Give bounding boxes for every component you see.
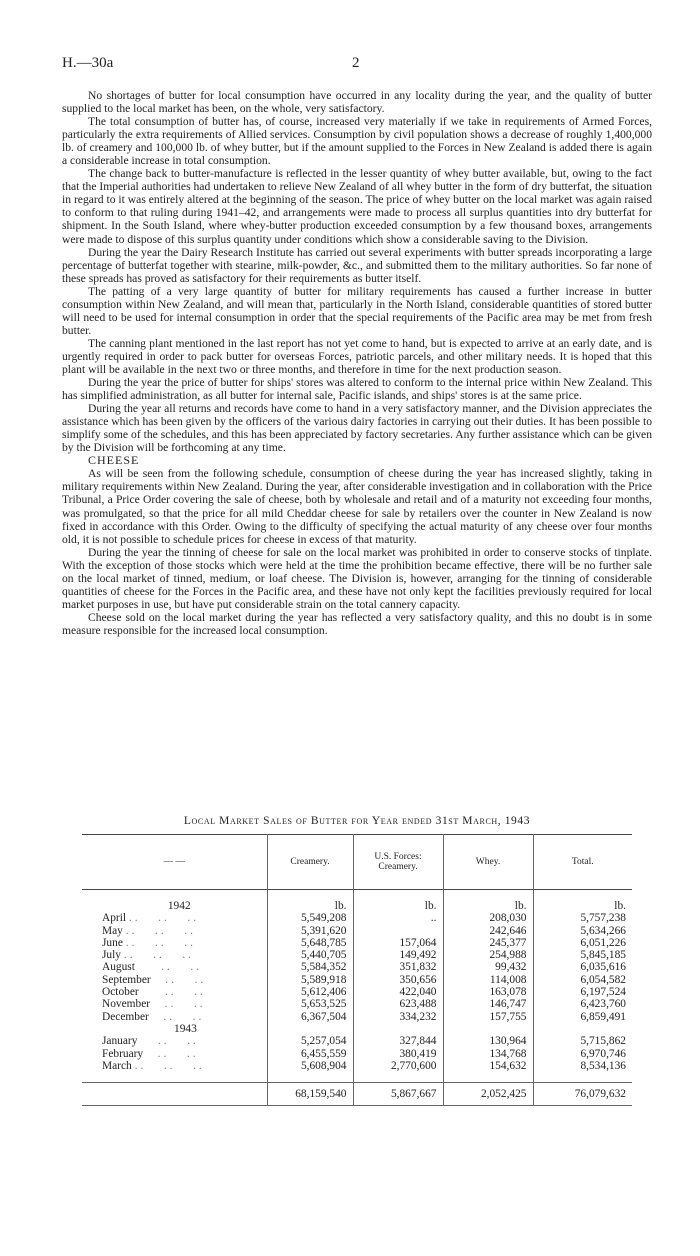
month-label: January [102, 1035, 138, 1048]
totals-row [82, 1083, 632, 1106]
month-label: August [102, 961, 135, 974]
cell-whey: 157,755 [443, 1011, 533, 1023]
cell-creamery: 5,648,785 [267, 937, 353, 949]
paragraph: No shortages of butter for local consumption have occurred in any locality during the year, and the quality of butter supplied to the local market has been, on the whole, very satisfactory. [62, 89, 652, 116]
paragraph: The total consumption of butter has, of course, increased very materially if we take in requirements of Armed Forces, particularly the extra requirements of Allied services. Consumption by civil population shows a decrease of roughly 1,400,000 lb. of creamery and 100,000 lb. of whey butter, but if the amount supplied to the Forces in New Zealand is added there is again a considerable increase in total consumption. [62, 115, 652, 168]
cell-us-forces: 422,040 [353, 986, 443, 998]
body-text [62, 89, 652, 637]
header-creamery: Creamery. [267, 835, 353, 890]
cell-creamery: 5,257,054 [267, 1035, 353, 1047]
paragraph: The change back to butter-manufacture is reflected in the lesser quantity of whey butter available, but, owing to the fact that the Imperial authorities had undertaken to relieve New Zealand of all whey butter in the form of dry butterfat, the situation in regard to it was entirely altered at the beginning of the season. The price of whey butter on the local market was again raised to conform to that ruling during 1941–42, and arrangements were made to process all surplus quantities into dry butterfat for shipment. In the South Island, where whey-butter production exceeded consumption by a few thousand boxes, arrangements were made to dispose of this surplus quantity under conditions which show a considerable saving to the Division. [62, 167, 652, 246]
total-creamery: 68,159,540 [267, 1083, 353, 1106]
table-row: February .. .. 6,455,559 380,419 134,768 6,970,746 [82, 1048, 632, 1060]
cell-total: 5,715,862 [533, 1035, 632, 1047]
cell-total: 5,845,185 [533, 949, 632, 961]
cell-creamery: 5,440,705 [267, 949, 353, 961]
paragraph: Cheese sold on the local market during the year has reflected a very satisfactory quality, and this no doubt is in some measure responsible for the increased local consumption. [62, 610, 652, 637]
cell-whey: 146,747 [443, 998, 533, 1010]
unit-label: lb. [267, 900, 353, 912]
month-label: March [102, 1059, 132, 1072]
table-row: October .. .. 5,612,406 422,040 163,078 6,197,524 [82, 986, 632, 998]
table-row: December .. .. 6,367,504 334,232 157,755 6,859,491 [82, 1011, 632, 1023]
page-header [62, 55, 638, 75]
paragraph: The patting of a very large quantity of butter for military requirements has caused a further increase in butter consumption within New Zealand, and will mean that, particularly in the North Island, considerable quantities of stored butter will need to be used for internal consumption in order that the special requirements of the Pacific area may be met from fresh butter. [62, 284, 652, 337]
year-label: 1942 [167, 900, 191, 912]
table-row: April .. .. .. 5,549,208 .. 208,030 5,757,238 [82, 912, 632, 924]
cell-total: 5,634,266 [533, 925, 632, 937]
table-row: September .. .. 5,589,918 350,656 114,008 6,054,582 [82, 974, 632, 986]
page-number: 2 [352, 55, 360, 71]
butter-sales-table [82, 834, 632, 1106]
cell-us-forces: 327,844 [353, 1035, 443, 1047]
cell-creamery: 5,612,406 [267, 986, 353, 998]
cell-us-forces: 334,232 [353, 1011, 443, 1023]
month-label: September [102, 973, 151, 986]
cell-whey: 99,432 [443, 961, 533, 973]
table-title: Local Market Sales of Butter for Year ended 31st March, 1943 [183, 815, 531, 827]
paragraph: During the year the Dairy Research Institute has carried out several experiments with butter spreads incorporating a large percentage of butterfat together with stearine, milk-powder, &c., and submitted them to the military authorities. So far none of these spreads has proved as satisfactory for their requirements as butter itself. [62, 245, 652, 285]
cell-total: 6,035,616 [533, 961, 632, 973]
header-whey: Whey. [443, 835, 533, 890]
table-row: August .. .. 5,584,352 351,832 99,432 6,035,616 [82, 961, 632, 973]
cell-us-forces: .. [353, 912, 443, 924]
cell-whey: 134,768 [443, 1048, 533, 1060]
table-row: November .. .. 5,653,525 623,488 146,747 6,423,760 [82, 998, 632, 1010]
cell-us-forces: 157,064 [353, 937, 443, 949]
cell-us-forces [353, 925, 443, 937]
month-label: July [102, 949, 121, 962]
cell-creamery: 6,455,559 [267, 1048, 353, 1060]
unit-label: lb. [443, 900, 533, 912]
year-row [82, 1023, 632, 1035]
cell-creamery: 5,653,525 [267, 998, 353, 1010]
header-total: Total. [533, 835, 632, 890]
cell-total: 8,534,136 [533, 1060, 632, 1072]
paragraph: During the year the tinning of cheese for sale on the local market was prohibited in order to conserve stocks of tinplate. With the exception of those stocks which were held at the time the prohibition became effective, there will be no further sale on the local market of tinned, medium, or loaf cheese. The Division is, however, arranging for the tinning of considerable quantities of cheese for the Forces in the Pacific area, and these have not only kept the facilities previously required for local market purposes in use, but have put considerable strain on the total cannery capacity. [62, 545, 652, 611]
table-row: January .. .. 5,257,054 327,844 130,964 5,715,862 [82, 1035, 632, 1047]
cell-whey: 245,377 [443, 937, 533, 949]
month-label: May [102, 924, 123, 937]
cell-creamery: 6,367,504 [267, 1011, 353, 1023]
cell-total: 6,423,760 [533, 998, 632, 1010]
table-row: July .. .. .. 5,440,705 149,492 254,988 5,845,185 [82, 949, 632, 961]
month-label: April [102, 912, 127, 925]
cell-whey: 114,008 [443, 974, 533, 986]
document-reference: H.—30a [62, 55, 114, 71]
section-heading-cheese: CHEESE [88, 453, 140, 468]
cell-whey: 242,646 [443, 925, 533, 937]
cell-total: 6,054,582 [533, 974, 632, 986]
cell-creamery: 5,608,904 [267, 1060, 353, 1072]
unit-label: lb. [353, 900, 443, 912]
cell-creamery: 5,589,918 [267, 974, 353, 986]
cell-total: 6,970,746 [533, 1048, 632, 1060]
units-row [82, 900, 632, 912]
cell-total: 6,051,226 [533, 937, 632, 949]
cell-whey: 208,030 [443, 912, 533, 924]
cell-total: 6,859,491 [533, 1011, 632, 1023]
month-label: February [102, 1047, 144, 1060]
header-blank: — — [163, 857, 185, 867]
table-header-row [82, 835, 632, 890]
month-label: June [102, 936, 123, 949]
table-row: May .. .. .. 5,391,620 242,646 5,634,266 [82, 925, 632, 937]
unit-label: lb. [533, 900, 632, 912]
cell-total: 5,757,238 [533, 912, 632, 924]
cell-us-forces: 350,656 [353, 974, 443, 986]
month-label: November [102, 998, 151, 1011]
month-label: December [102, 1010, 149, 1023]
cell-us-forces: 149,492 [353, 949, 443, 961]
table-row: June .. .. .. 5,648,785 157,064 245,377 6,051,226 [82, 937, 632, 949]
cell-creamery: 5,549,208 [267, 912, 353, 924]
cell-whey: 254,988 [443, 949, 533, 961]
cell-us-forces: 2,770,600 [353, 1060, 443, 1072]
header-us-forces: U.S. Forces: Creamery. [353, 835, 443, 890]
cell-whey: 154,632 [443, 1060, 533, 1072]
paragraph: During the year all returns and records have come to hand in a very satisfactory manner, and the Division appreciates the assistance which has been given by the officers of the various dairy factories in carrying out their duties. It has been possible to simplify some of the schedules, and this has been appreciated by factory secretaries. Any further assistance which can be given by the Division will be forthcoming at any time. [62, 402, 652, 455]
cell-whey: 163,078 [443, 986, 533, 998]
cell-us-forces: 380,419 [353, 1048, 443, 1060]
cell-us-forces: 351,832 [353, 961, 443, 973]
year-label: 1943 [174, 1022, 197, 1035]
cell-creamery: 5,391,620 [267, 925, 353, 937]
cell-creamery: 5,584,352 [267, 961, 353, 973]
paragraph: As will be seen from the following schedule, consumption of cheese during the year has increased slightly, taking in military requirements within New Zealand. During the year, after considerable investigation and in collaboration with the Price Tribunal, a Price Order covering the sale of cheese, both by wholesale and retail and of a maturity not exceeding four months, was promulgated, so that the price for all mild Cheddar cheese for sale by retailers over the counter in New Zealand is now fixed in accordance with this Order. Owing to the difficulty of specifying the actual maturity of any cheese over four months old, it is not possible to schedule prices for cheese in excess of that maturity. [62, 467, 652, 546]
total-total: 76,079,632 [533, 1083, 632, 1106]
total-whey: 2,052,425 [443, 1083, 533, 1106]
month-label: October [102, 986, 139, 999]
paragraph: During the year the price of butter for ships' stores was altered to conform to the internal price within New Zealand. This has simplified administration, as all butter for internal sale, Pacific islands, and ships' stores is at the same price. [62, 376, 652, 403]
table-row: March .. .. .. 5,608,904 2,770,600 154,632 8,534,136 [82, 1060, 632, 1072]
total-us-forces: 5,867,667 [353, 1083, 443, 1106]
cell-whey: 130,964 [443, 1035, 533, 1047]
paragraph: The canning plant mentioned in the last report has not yet come to hand, but is expected to arrive at an early date, and is urgently required in order to pack butter for overseas Forces, patriotic parcels, and other military needs. It is hoped that this plant will be available in the next two or three months, and therefore in time for the next production season. [62, 336, 652, 376]
cell-us-forces: 623,488 [353, 998, 443, 1010]
cell-total: 6,197,524 [533, 986, 632, 998]
